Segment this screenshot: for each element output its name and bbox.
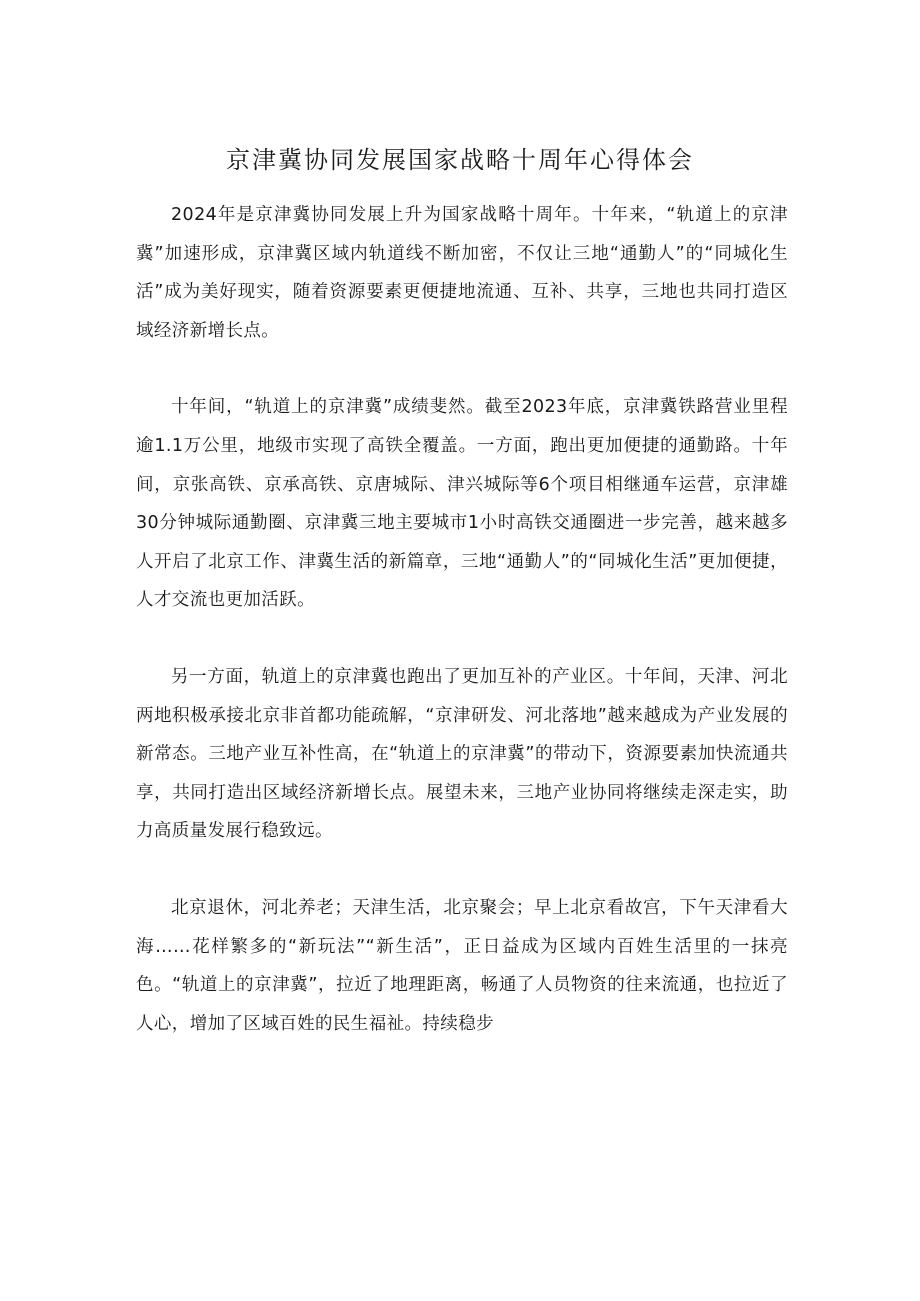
paragraph-3: 另一方面，轨道上的京津冀也跑出了更加互补的产业区。十年间，天津、河北两地积极承接北京非首都功能疏解，“京津研发、河北落地”越来越成为产业发展的新常态。三地产业互补性高，在“轨道上的京津冀”的带动下，资源要素加快流通共享，共同打造出区域经济新增长点。展望未来，三地产业协同将继续走深走实，助力高质量发展行稳致远。 bbox=[136, 666, 788, 842]
paragraph-4: 北京退休，河北养老；天津生活，北京聚会；早上北京看故宫，下午天津看大海……花样繁多的“新玩法”“新生活”，正日益成为区域内百姓生活里的一抹亮色。“轨道上的京津冀”，拉近了地理距离，畅通了人员物资的往来流通，也拉近了人心，增加了区域百姓的民生福祉。持续稳步 bbox=[136, 897, 788, 1034]
document-body bbox=[136, 196, 788, 1081]
paragraph-2: 十年间，“轨道上的京津冀”成绩斐然。截至2023年底，京津冀铁路营业里程逾1.1万公里，地级市实现了高铁全覆盖。一方面，跑出更加便捷的通勤路。十年间，京张高铁、京承高铁、京唐城际、津兴城际等6个项目相继通车运营，京津雄30分钟城际通勤圈、京津冀三地主要城市1小时高铁交通圈进一步完善，越来越多人开启了北京工作、津冀生活的新篇章，三地“通勤人”的“同城化生活”更加便捷，人才交流也更加活跃。 bbox=[136, 397, 788, 611]
paragraph-1: 2024年是京津冀协同发展上升为国家战略十周年。十年来，“轨道上的京津冀”加速形成，京津冀区域内轨道线不断加密，不仅让三地“通勤人”的“同城化生活”成为美好现实，随着资源要素更便捷地流通、互补、共享，三地也共同打造区域经济新增长点。 bbox=[136, 205, 788, 341]
document-title: 京津冀协同发展国家战略十周年心得体会 bbox=[226, 146, 694, 174]
